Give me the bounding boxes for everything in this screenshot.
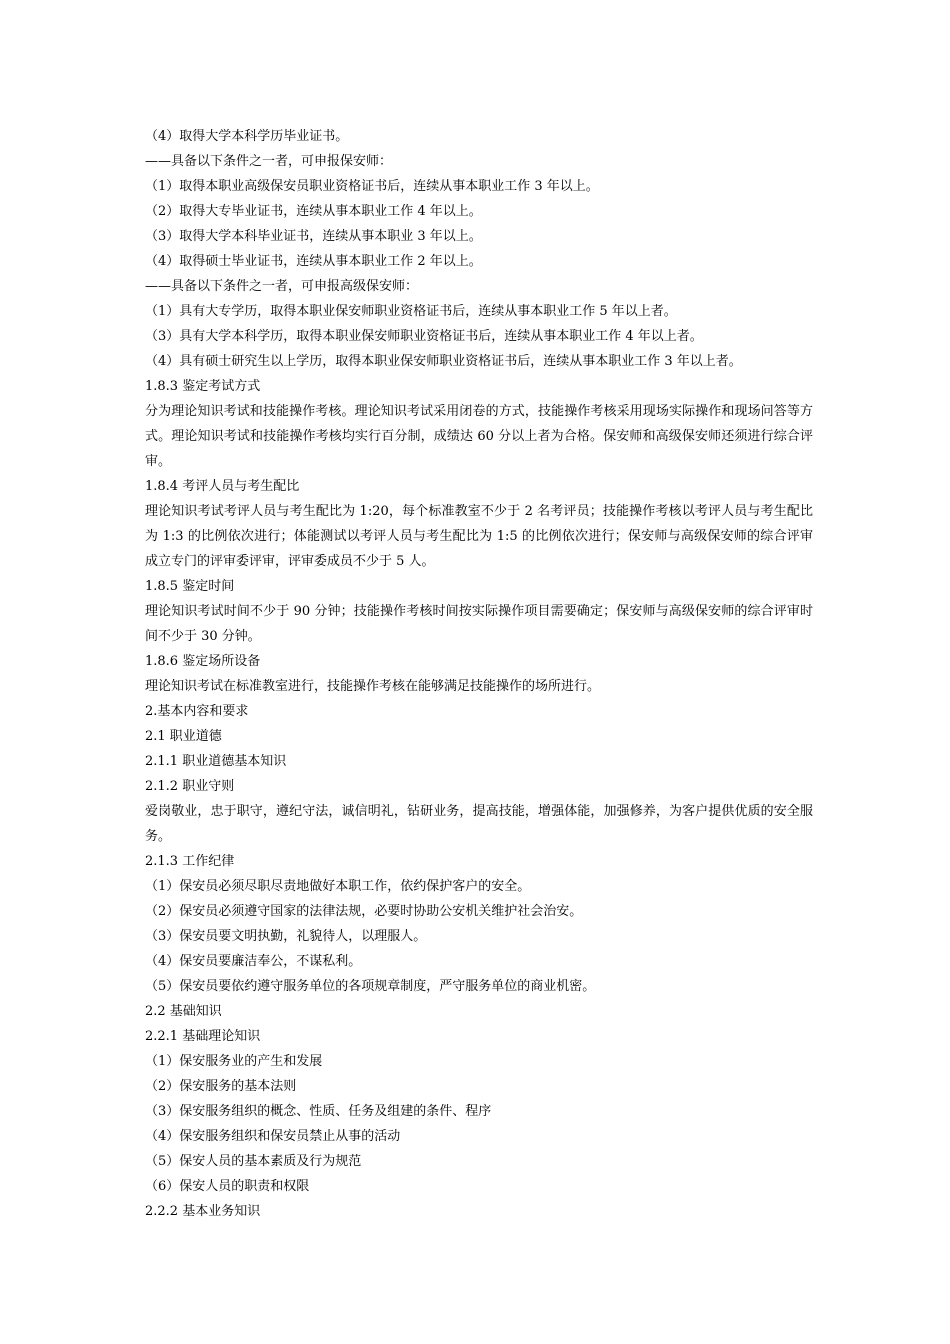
text-line: （4）取得大学本科学历毕业证书。 [145,129,349,144]
text-line: （6）保安人员的职责和权限 [145,1179,310,1194]
text-line: （5）保安人员的基本素质及行为规范 [145,1154,362,1169]
text-paragraph: 分为理论知识考试和技能操作考核。理论知识考试采用闭卷的方式，技能操作考核采用现场实际操作和现场问答等方式。理论知识考试和技能操作考核均实行百分制，成绩达 60 分以上者为合格。保安师和高级保安师还须进行综合评审。 [145,404,813,469]
text-line: 2.1.3 工作纪律 [145,854,235,869]
text-paragraph: 理论知识考试时间不少于 90 分钟；技能操作考核时间按实际操作项目需要确定；保安师与高级保安师的综合评审时间不少于 30 分钟。 [145,604,813,644]
text-line: （2）保安员必须遵守国家的法律法规，必要时协助公安机关维护社会治安。 [145,904,583,919]
text-line: 理论知识考试在标准教室进行，技能操作考核在能够满足技能操作的场所进行。 [145,679,601,694]
text-line: 1.8.6 鉴定场所设备 [145,654,261,669]
document-body [145,124,813,1224]
text-line: （4）具有硕士研究生以上学历，取得本职业保安师职业资格证书后，连续从事本职业工作 3 年以上者。 [145,354,742,369]
text-line: （3）保安服务组织的概念、性质、任务及组建的条件、程序 [145,1104,492,1119]
text-line: （4）取得硕士毕业证书，连续从事本职业工作 2 年以上。 [145,254,482,269]
text-line: 1.8.5 鉴定时间 [145,579,235,594]
text-line: 2.1.2 职业守则 [145,779,235,794]
text-line: 1.8.3 鉴定考试方式 [145,379,261,394]
text-line: 1.8.4 考评人员与考生配比 [145,479,300,494]
text-line: （1）具有大专学历，取得本职业保安师职业资格证书后，连续从事本职业工作 5 年以上者。 [145,304,677,319]
text-line: （3）具有大学本科学历，取得本职业保安师职业资格证书后，连续从事本职业工作 4 年以上者。 [145,329,703,344]
text-line: （5）保安员要依约遵守服务单位的各项规章制度，严守服务单位的商业机密。 [145,979,596,994]
text-line: （4）保安员要廉洁奉公，不谋私利。 [145,954,362,969]
text-line: （2）保安服务的基本法则 [145,1079,297,1094]
text-line: （3）取得大学本科毕业证书，连续从事本职业 3 年以上。 [145,229,482,244]
text-line: （1）保安员必须尽职尽责地做好本职工作，依约保护客户的安全。 [145,879,531,894]
text-line: （1）取得本职业高级保安员职业资格证书后，连续从事本职业工作 3 年以上。 [145,179,599,194]
text-line: （2）取得大专毕业证书，连续从事本职业工作 4 年以上。 [145,204,482,219]
text-line: ——具备以下条件之一者，可申报高级保安师： [145,279,419,294]
text-line: 2.1.1 职业道德基本知识 [145,754,287,769]
text-line: （4）保安服务组织和保安员禁止从事的活动 [145,1129,401,1144]
text-line: 2.2.1 基础理论知识 [145,1029,261,1044]
text-line: （3）保安员要文明执勤，礼貌待人，以理服人。 [145,929,427,944]
text-line: 2.基本内容和要求 [145,704,249,719]
text-paragraph: 理论知识考试考评人员与考生配比为 1:20，每个标准教室不少于 2 名考评员；技能操作考核以考评人员与考生配比为 1:3 的比例依次进行；体能测试以考评人员与考生配比为 1:5 的比例依次进行；保安师与高级保安师的综合评审成立专门的评审委评审，评审委成员不少于 5 人。 [145,504,813,569]
text-line: 2.2.2 基本业务知识 [145,1204,261,1219]
text-line: 2.1 职业道德 [145,729,222,744]
text-line: （1）保安服务业的产生和发展 [145,1054,323,1069]
text-paragraph: 爱岗敬业，忠于职守，遵纪守法，诚信明礼，钻研业务，提高技能，增强体能，加强修养，为客户提供优质的安全服务。 [145,804,813,844]
text-line: 2.2 基础知识 [145,1004,222,1019]
text-line: ——具备以下条件之一者，可申报保安师： [145,154,393,169]
